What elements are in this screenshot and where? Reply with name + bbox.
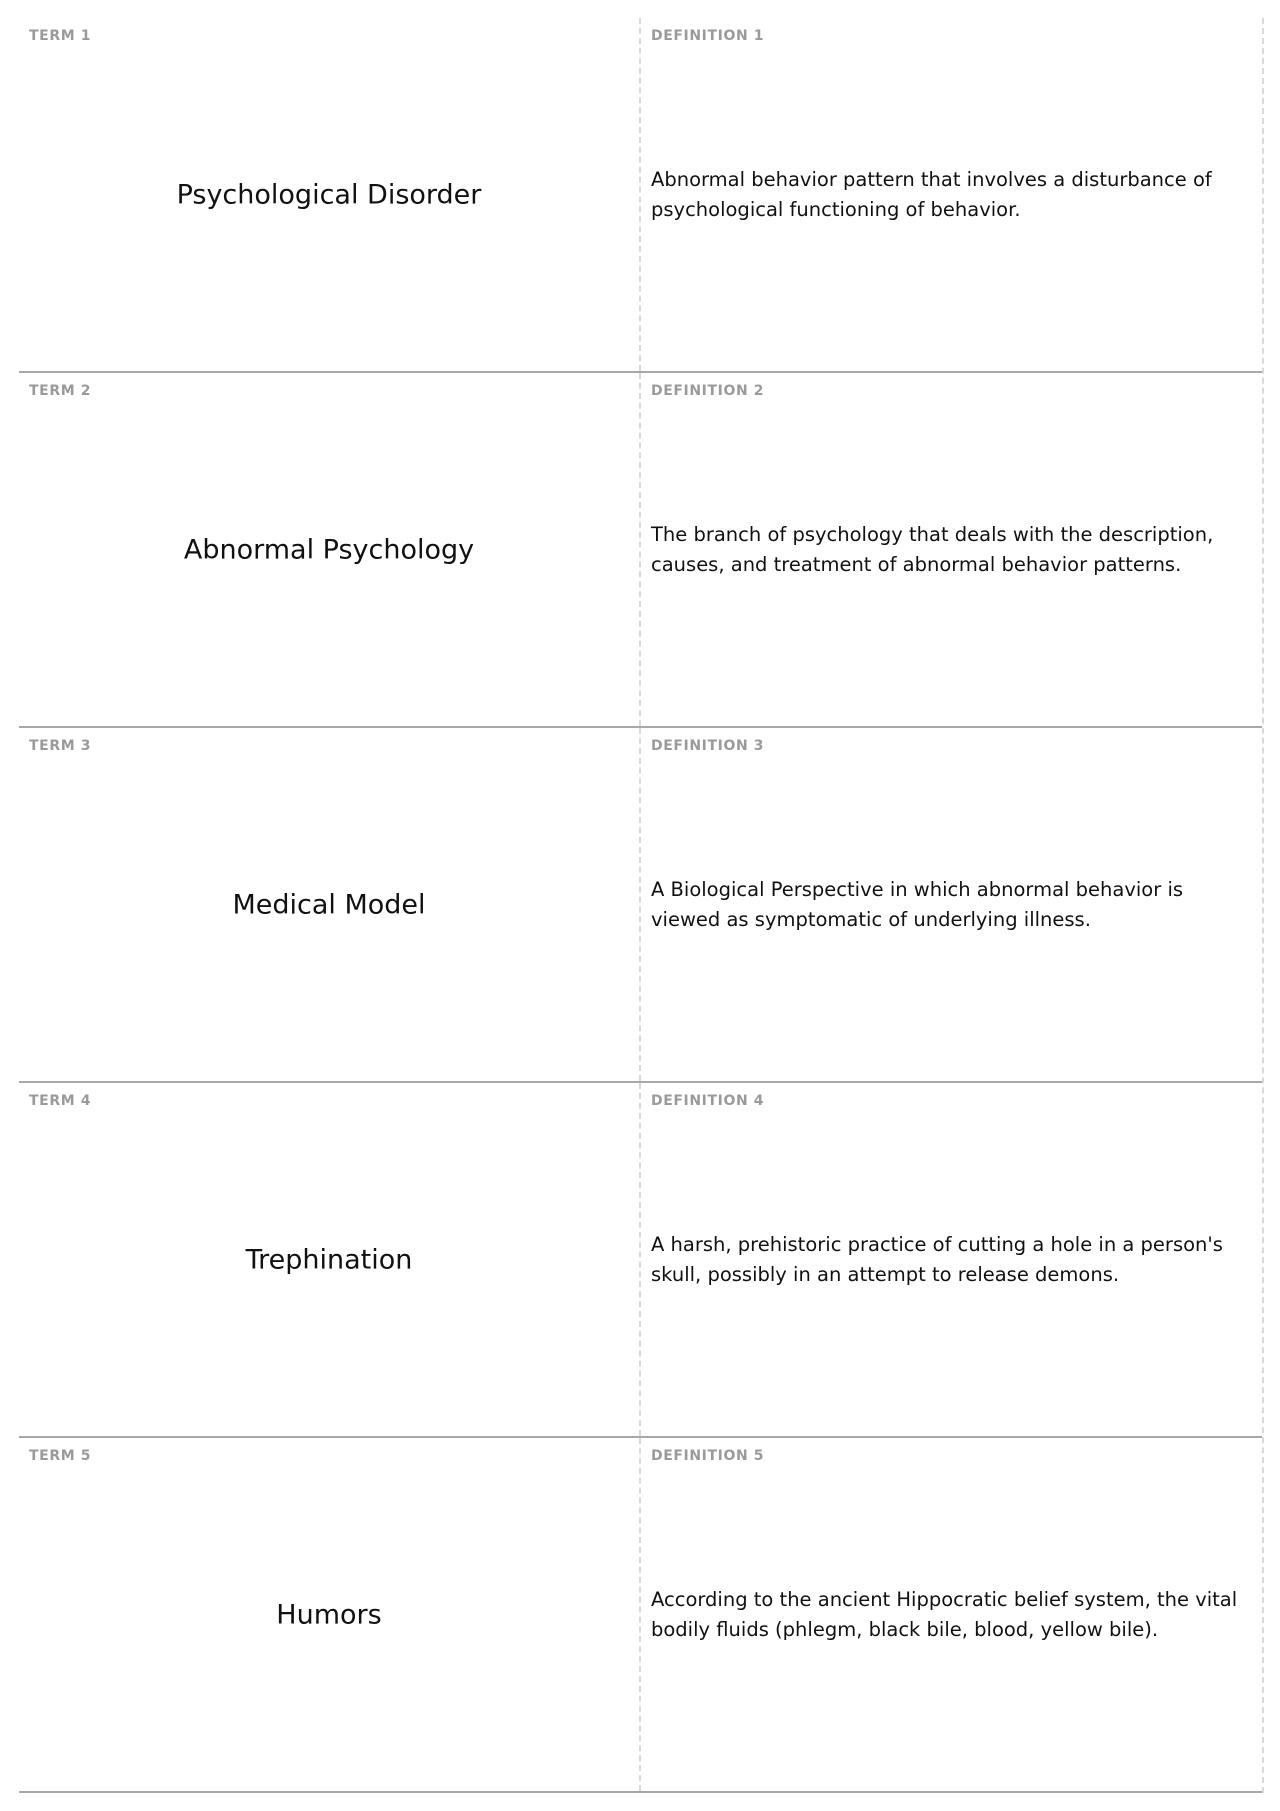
term-cell-2 (19, 373, 641, 726)
flashcard-row-3 (19, 728, 1262, 1083)
definition-cell-3 (641, 728, 1262, 1081)
term-text-5: Humors (276, 1599, 382, 1630)
term-text-1: Psychological Disorder (176, 179, 482, 210)
term-cell-4 (19, 1083, 641, 1436)
flashcard-row-4 (19, 1083, 1262, 1438)
definition-label-1: DEFINITION 1 (651, 28, 765, 44)
flashcard-row-2 (19, 373, 1262, 728)
definition-cell-1 (641, 18, 1262, 371)
term-label-3: TERM 3 (29, 738, 92, 754)
definition-cell-2 (641, 373, 1262, 726)
flashcard-sheet (19, 18, 1264, 1793)
definition-text-3: A Biological Perspective in which abnormal behavior is viewed as symptomatic of underlying illness. (651, 877, 1184, 931)
flashcard-row-1 (19, 18, 1262, 373)
term-label-5: TERM 5 (29, 1448, 92, 1464)
flashcard-row-5 (19, 1438, 1262, 1793)
definition-label-3: DEFINITION 3 (651, 738, 765, 754)
term-cell-1 (19, 18, 641, 371)
definition-text-5: According to the ancient Hippocratic belief system, the vital bodily fluids (phlegm, black bile, blood, yellow bile). (651, 1587, 1238, 1641)
definition-text-4: A harsh, prehistoric practice of cutting a hole in a person's skull, possibly in an attempt to release demons. (651, 1232, 1223, 1286)
definition-label-5: DEFINITION 5 (651, 1448, 765, 1464)
definition-label-4: DEFINITION 4 (651, 1093, 765, 1109)
definition-text-1: Abnormal behavior pattern that involves a disturbance of psychological functioning of behavior. (651, 167, 1212, 221)
term-text-2: Abnormal Psychology (183, 534, 475, 565)
definition-cell-4 (641, 1083, 1262, 1436)
term-label-4: TERM 4 (29, 1093, 92, 1109)
definition-label-2: DEFINITION 2 (651, 383, 765, 399)
term-text-3: Medical Model (232, 889, 426, 920)
definition-cell-5 (641, 1438, 1262, 1791)
term-cell-5 (19, 1438, 641, 1791)
term-cell-3 (19, 728, 641, 1081)
term-label-2: TERM 2 (29, 383, 92, 399)
term-text-4: Trephination (245, 1244, 413, 1275)
term-label-1: TERM 1 (29, 28, 92, 44)
definition-text-2: The branch of psychology that deals with the description, causes, and treatment of abnormal behavior patterns. (651, 522, 1214, 576)
